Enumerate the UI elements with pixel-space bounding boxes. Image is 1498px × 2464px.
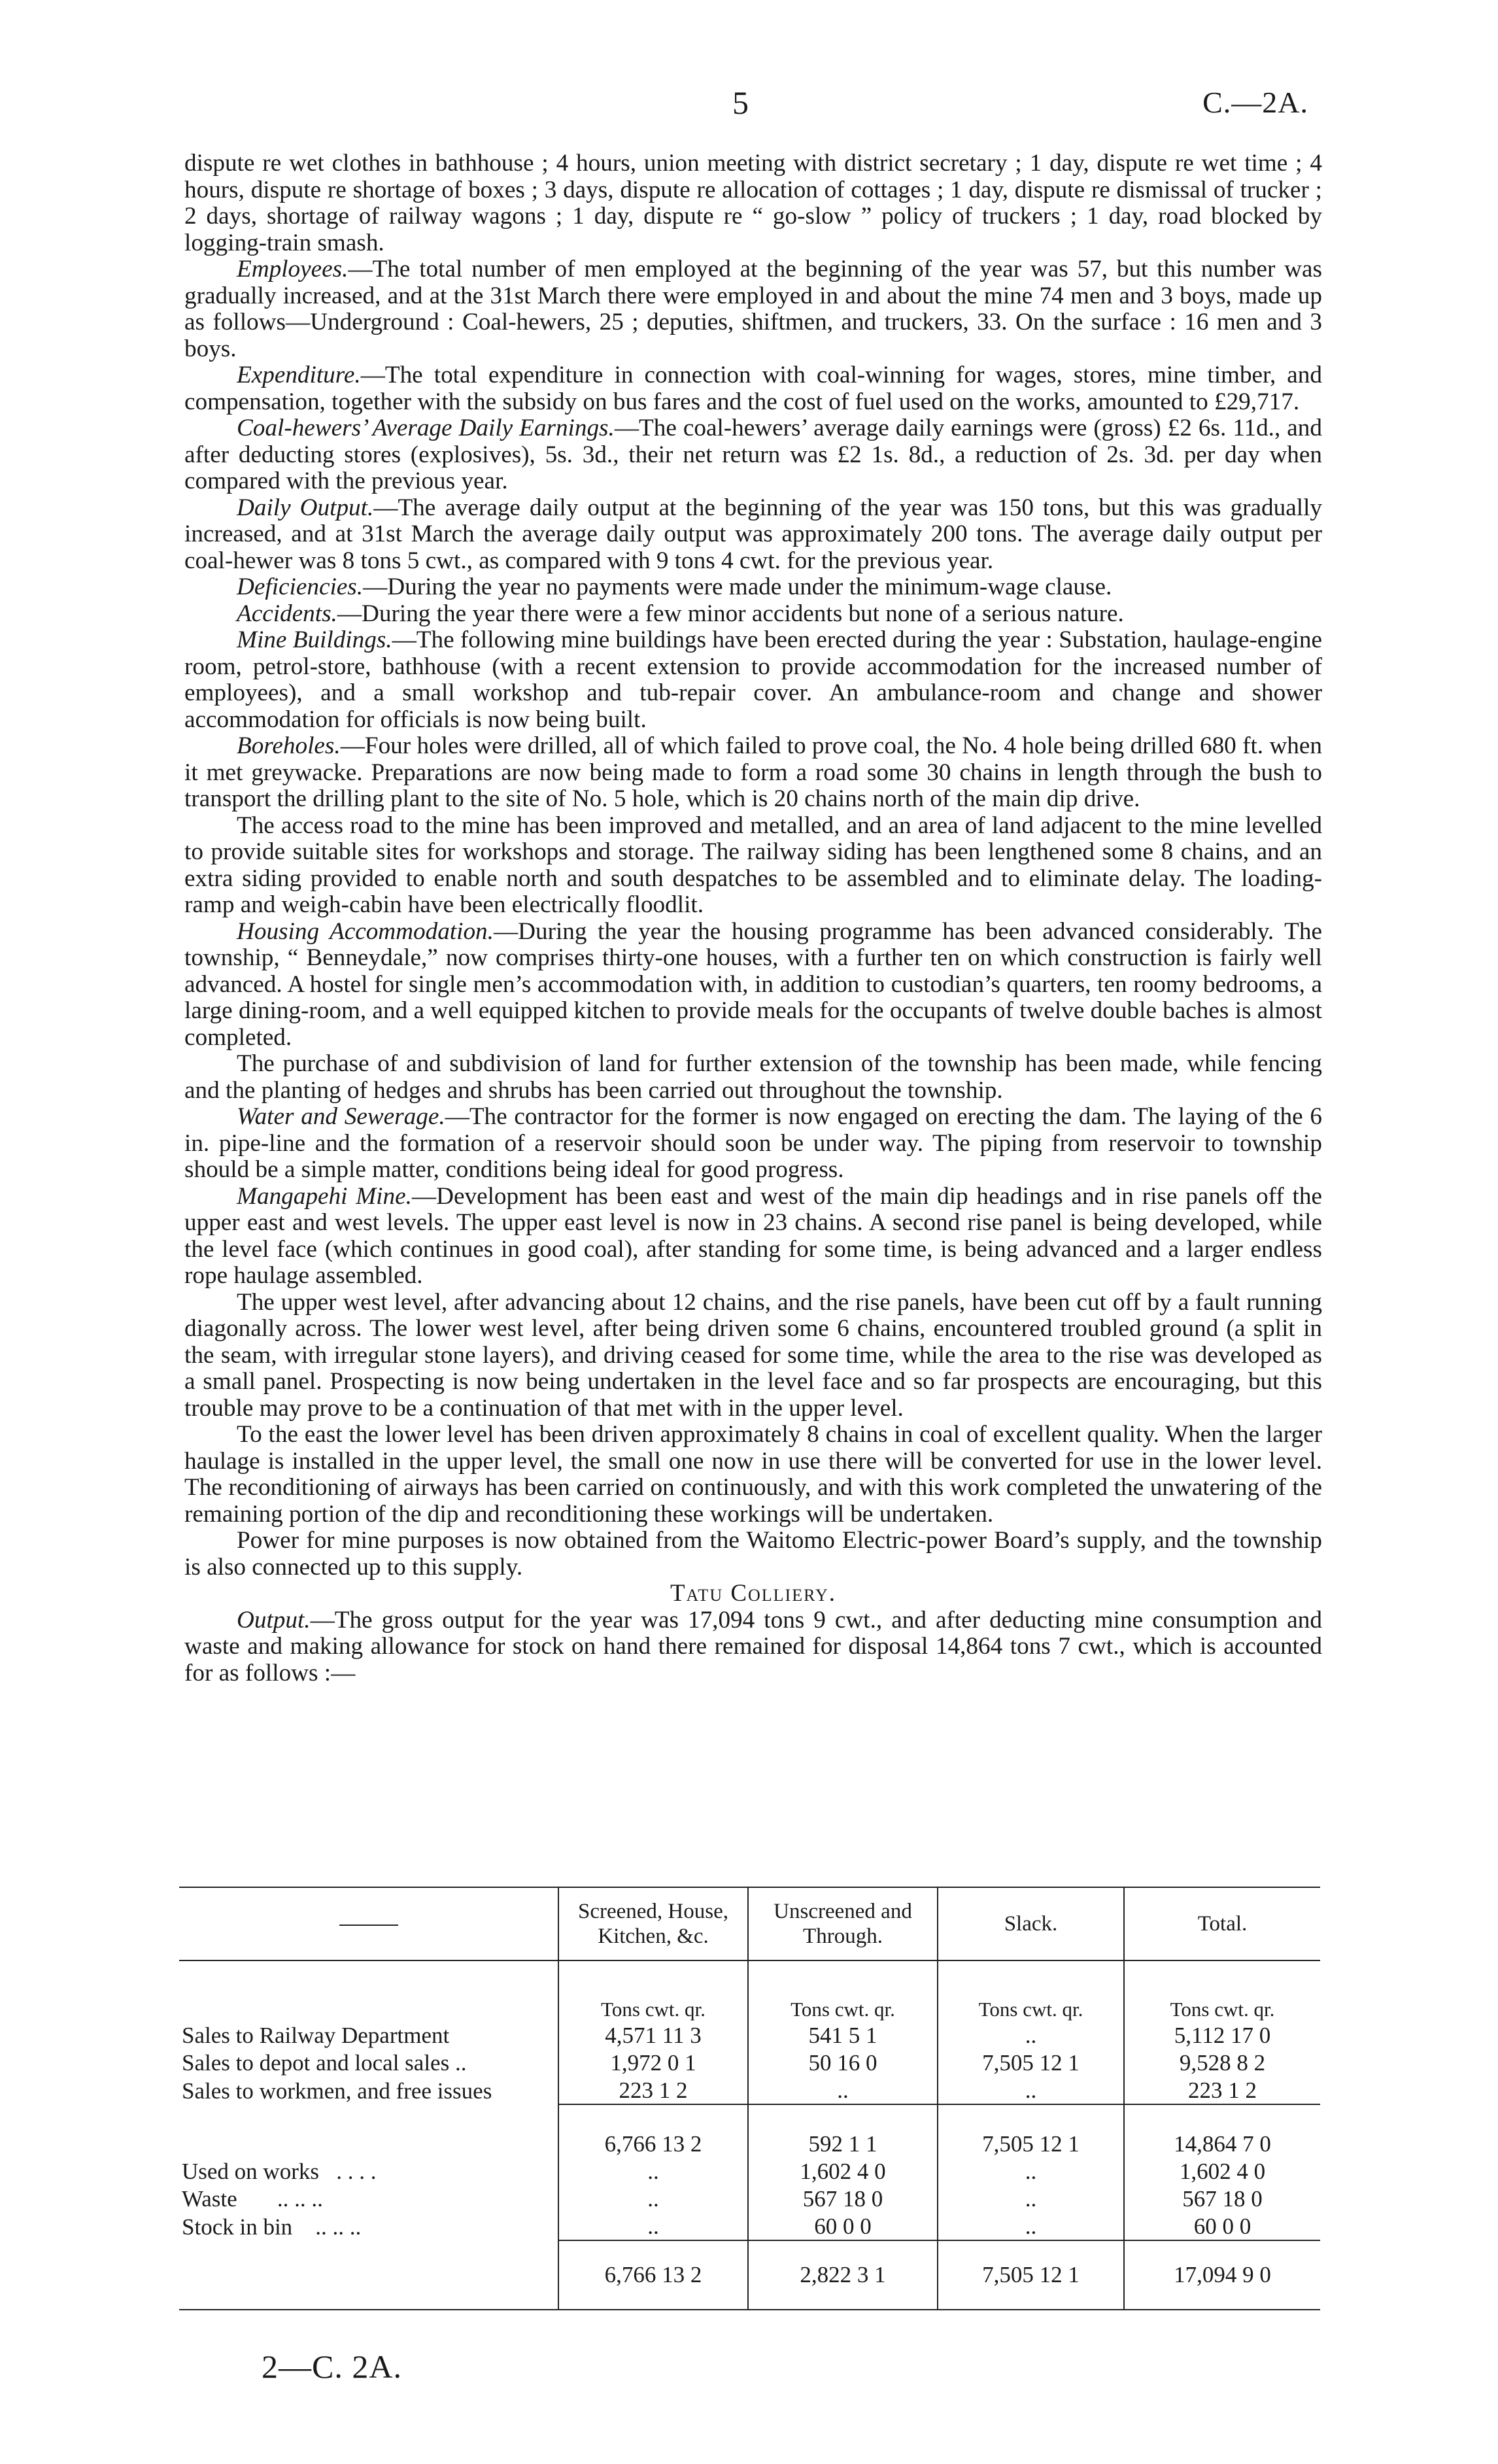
paragraph: The upper west level, after advancing about 12 chains, and the rise panels, have been cut off by a fault running diagonally across. The lower west level, after being driven some 6 chains, encountered troubled ground (a split in the seam, with irregular stone layers), and driving ceased for some time, while the area to the rise was developed as a small panel. Prospecting is now being undertaken in the level face and so far prospects are encouraging, but this trouble may prove to be a continuation of that met with in the upper level. <box>184 1288 1322 1422</box>
table-cell: 223 1 2 <box>558 2076 748 2104</box>
table-cell: .. <box>938 2076 1124 2104</box>
table-cell: .. <box>938 2157 1124 2185</box>
subtotal-cell: 6,766 13 2 <box>558 2104 748 2157</box>
table-header-row <box>179 1887 1320 1960</box>
table-cell: 5,112 17 0 <box>1124 2021 1320 2049</box>
table-cell: .. <box>938 2185 1124 2212</box>
paragraph-output: Output.—The gross output for the year was 17,094 tons 9 cwt., and after deducting mine consumption and waste and making allowance for stock on hand there remained for disposal 14,864 tons 7 cwt., which is accounted for as follows :— <box>184 1606 1322 1686</box>
signature-mark: 2—C. 2A. <box>262 2348 402 2385</box>
table-cell: 50 16 0 <box>748 2049 938 2076</box>
paragraph-accidents: Accidents.—During the year there were a few minor accidents but none of a serious nature. <box>237 600 1124 627</box>
paragraph-employees: Employees.—The total number of men employed at the beginning of the year was 57, but this number was gradually increased, and at the 31st March there were employed in and about the mine 74 men and 3 boys, made up as follows—Underground : Coal-hewers, 25 ; deputies, shiftmen, and truckers, 33. On the surface : 16 men and 3 boys. <box>184 256 1322 362</box>
table-cell: 567 18 0 <box>748 2185 938 2212</box>
table-cell: 541 5 1 <box>748 2021 938 2049</box>
page-reference: C.—2A. <box>1202 86 1308 119</box>
subtotal-cell: 14,864 7 0 <box>1124 2104 1320 2157</box>
table-row <box>179 2049 1320 2076</box>
paragraph: To the east the lower level has been driven approximately 8 chains in coal of excellent quality. When the larger haulage is installed in the upper level, the small one now in use there will be converted for use in the lower level. The reconditioning of airways has been carried on continuously, and with this work completed the unwatering of the remaining portion of the dip and reconditioning these workings will be undertaken. <box>184 1421 1322 1528</box>
subtotal-cell: 592 1 1 <box>748 2104 938 2157</box>
table-total-row <box>179 2240 1320 2310</box>
paragraph: dispute re wet clothes in bathhouse ; 4 hours, union meeting with district secretary ; 1 day, dispute re wet time ; 4 hours, dispute re shortage of boxes ; 3 days, dispute re allocation of cottages ; 1 day, dispute re dismissal of trucker ; 2 days, shortage of railway wagons ; 1 day, dispute re “ go-slow ” policy of truckers ; 1 day, road blocked by logging-train smash. <box>184 150 1322 256</box>
row-label: Sales to workmen, and free issues <box>182 2078 492 2104</box>
paragraph-housing: Housing Accommodation.—During the year the housing programme has been advanced considerably. The township, “ Benneydale,” now comprises thirty-one houses, with a further ten on which construction is fairly well advanced. A hostel for single men’s accommodation with, in addition to custodian’s quarters, ten roomy bedrooms, a large dining-room, and a well equipped kitchen to provide meals for the occupants of twelve double baches is almost completed. <box>184 917 1322 1051</box>
table-cell: 567 18 0 <box>1124 2185 1320 2212</box>
subtotal-cell: 7,505 12 1 <box>938 2104 1124 2157</box>
paragraph-mine-buildings: Mine Buildings.—The following mine buildings have been erected during the year : Substation, haulage-engine room, petrol-store, bathhouse (with a recent extension to provide accommodation for the increased number of employees), and a small workshop and tub-repair cover. An ambulance-room and change and shower accommodation for officials is now being built. <box>184 626 1322 733</box>
row-label: Used on works <box>182 2159 319 2184</box>
output-table <box>179 1887 1320 2310</box>
paragraph-water-sewerage: Water and Sewerage.—The contractor for the former is now engaged on erecting the dam. The laying of the 6 in. pipe-line and the formation of a reservoir should soon be under way. The piping from reservoir to township should be a simple matter, conditions being ideal for good progress. <box>184 1103 1322 1183</box>
table-cell: .. <box>748 2076 938 2104</box>
table-row <box>179 2021 1320 2049</box>
total-cell: 2,822 3 1 <box>748 2240 938 2310</box>
table-row <box>179 2157 1320 2185</box>
table-cell: .. <box>558 2212 748 2240</box>
table-subtotal-row <box>179 2104 1320 2157</box>
section-title: Tatu Colliery. <box>670 1580 837 1607</box>
row-label: Sales to depot and local sales <box>182 2050 450 2076</box>
paragraph-boreholes: Boreholes.—Four holes were drilled, all of which failed to prove coal, the No. 4 hole being drilled 680 ft. when it met greywacke. Preparations are now being made to form a road some 30 chains in length through the bush to transport the drilling plant to the site of No. 5 hole, which is 20 chains north of the main dip drive. <box>184 732 1322 812</box>
leader-dots: . . . . <box>336 2159 377 2184</box>
total-cell: 6,766 13 2 <box>558 2240 748 2310</box>
paragraph-deficiencies: Deficiencies.—During the year no payments were made under the minimum-wage clause. <box>237 573 1112 600</box>
table-units-row <box>179 1960 1320 2021</box>
col-header-unscreened: Unscreened and Through. <box>748 1887 938 1960</box>
table-cell: 60 0 0 <box>1124 2212 1320 2240</box>
table-cell: 7,505 12 1 <box>938 2049 1124 2076</box>
page-number: 5 <box>732 84 749 121</box>
row-label: Waste <box>182 2186 237 2212</box>
table-cell: 223 1 2 <box>1124 2076 1320 2104</box>
table-cell: .. <box>558 2185 748 2212</box>
table-cell: 1,602 4 0 <box>748 2157 938 2185</box>
table-row <box>179 2185 1320 2212</box>
table-cell: 1,602 4 0 <box>1124 2157 1320 2185</box>
unit-label: Tons cwt. qr. <box>748 1960 938 2021</box>
total-cell: 7,505 12 1 <box>938 2240 1124 2310</box>
leader-dots: .. .. .. <box>315 2214 362 2240</box>
row-label: Stock in bin <box>182 2214 293 2240</box>
paragraph-daily-output: Daily Output.—The average daily output at the beginning of the year was 150 tons, but this was gradually increased, and at 31st March the average daily output was approximately 200 tons. The average daily output per coal-hewer was 8 tons 5 cwt., as compared with 9 tons 4 cwt. for the previous year. <box>184 494 1323 574</box>
table-cell: .. <box>938 2212 1124 2240</box>
table-row <box>179 2212 1320 2240</box>
col-header-slack: Slack. <box>938 1887 1124 1960</box>
paragraph-mangapehi: Mangapehi Mine.—Development has been east and west of the main dip headings and in rise panels off the upper east and west levels. The upper east level is now in 23 chains. A second rise panel is being developed, while the level face (which continues in good coal), after standing for some time, is being advanced and a larger endless rope haulage assembled. <box>184 1182 1322 1289</box>
table-cell: .. <box>938 2021 1124 2049</box>
table-cell: 60 0 0 <box>748 2212 938 2240</box>
table-row <box>179 2076 1320 2104</box>
table-cell: 9,528 8 2 <box>1124 2049 1320 2076</box>
col-header-screened: Screened, House, Kitchen, &c. <box>558 1887 748 1960</box>
body-text <box>184 150 1322 1686</box>
unit-label: Tons cwt. qr. <box>1124 1960 1320 2021</box>
total-cell: 17,094 9 0 <box>1124 2240 1320 2310</box>
table-cell: 4,571 11 3 <box>558 2021 748 2049</box>
table-cell: 1,972 0 1 <box>558 2049 748 2076</box>
leader-dots: .. .. .. <box>277 2186 323 2212</box>
table-header-blank <box>179 1887 558 1960</box>
paragraph: The access road to the mine has been improved and metalled, and an area of land adjacent to the mine levelled to provide suitable sites for workshops and storage. The railway siding has been lengthened some 8 chains, and an extra siding provided to enable north and south despatches to be assembled and to eliminate delay. The loading-ramp and weigh-cabin have been electrically floodlit. <box>184 812 1322 918</box>
paragraph-earnings: Coal-hewers’ Average Daily Earnings.—The coal-hewers’ average daily earnings were (gross) £2 6s. 11d., and after deducting stores (explosives), 5s. 3d., their net return was £2 1s. 8d., a reduction of 2s. 3d. per day when compared with the previous year. <box>184 415 1322 494</box>
unit-label: Tons cwt. qr. <box>938 1960 1124 2021</box>
leader-dots: .. <box>454 2050 467 2076</box>
paragraph: The purchase of and subdivision of land for further extension of the township has been made, while fencing and the planting of hedges and shrubs has been carried out throughout the township. <box>184 1050 1322 1104</box>
unit-label: Tons cwt. qr. <box>558 1960 748 2021</box>
paragraph-expenditure: Expenditure.—The total expenditure in connection with coal-winning for wages, stores, mine timber, and compensation, together with the subsidy on bus fares and the cost of fuel used on the works, amounted to £29,717. <box>184 362 1322 415</box>
paragraph: Power for mine purposes is now obtained from the Waitomo Electric-power Board’s supply, and the township is also connected up to this supply. <box>184 1527 1322 1581</box>
col-header-total: Total. <box>1124 1887 1320 1960</box>
row-label: Sales to Railway Department <box>182 2023 450 2048</box>
table-cell: .. <box>558 2157 748 2185</box>
